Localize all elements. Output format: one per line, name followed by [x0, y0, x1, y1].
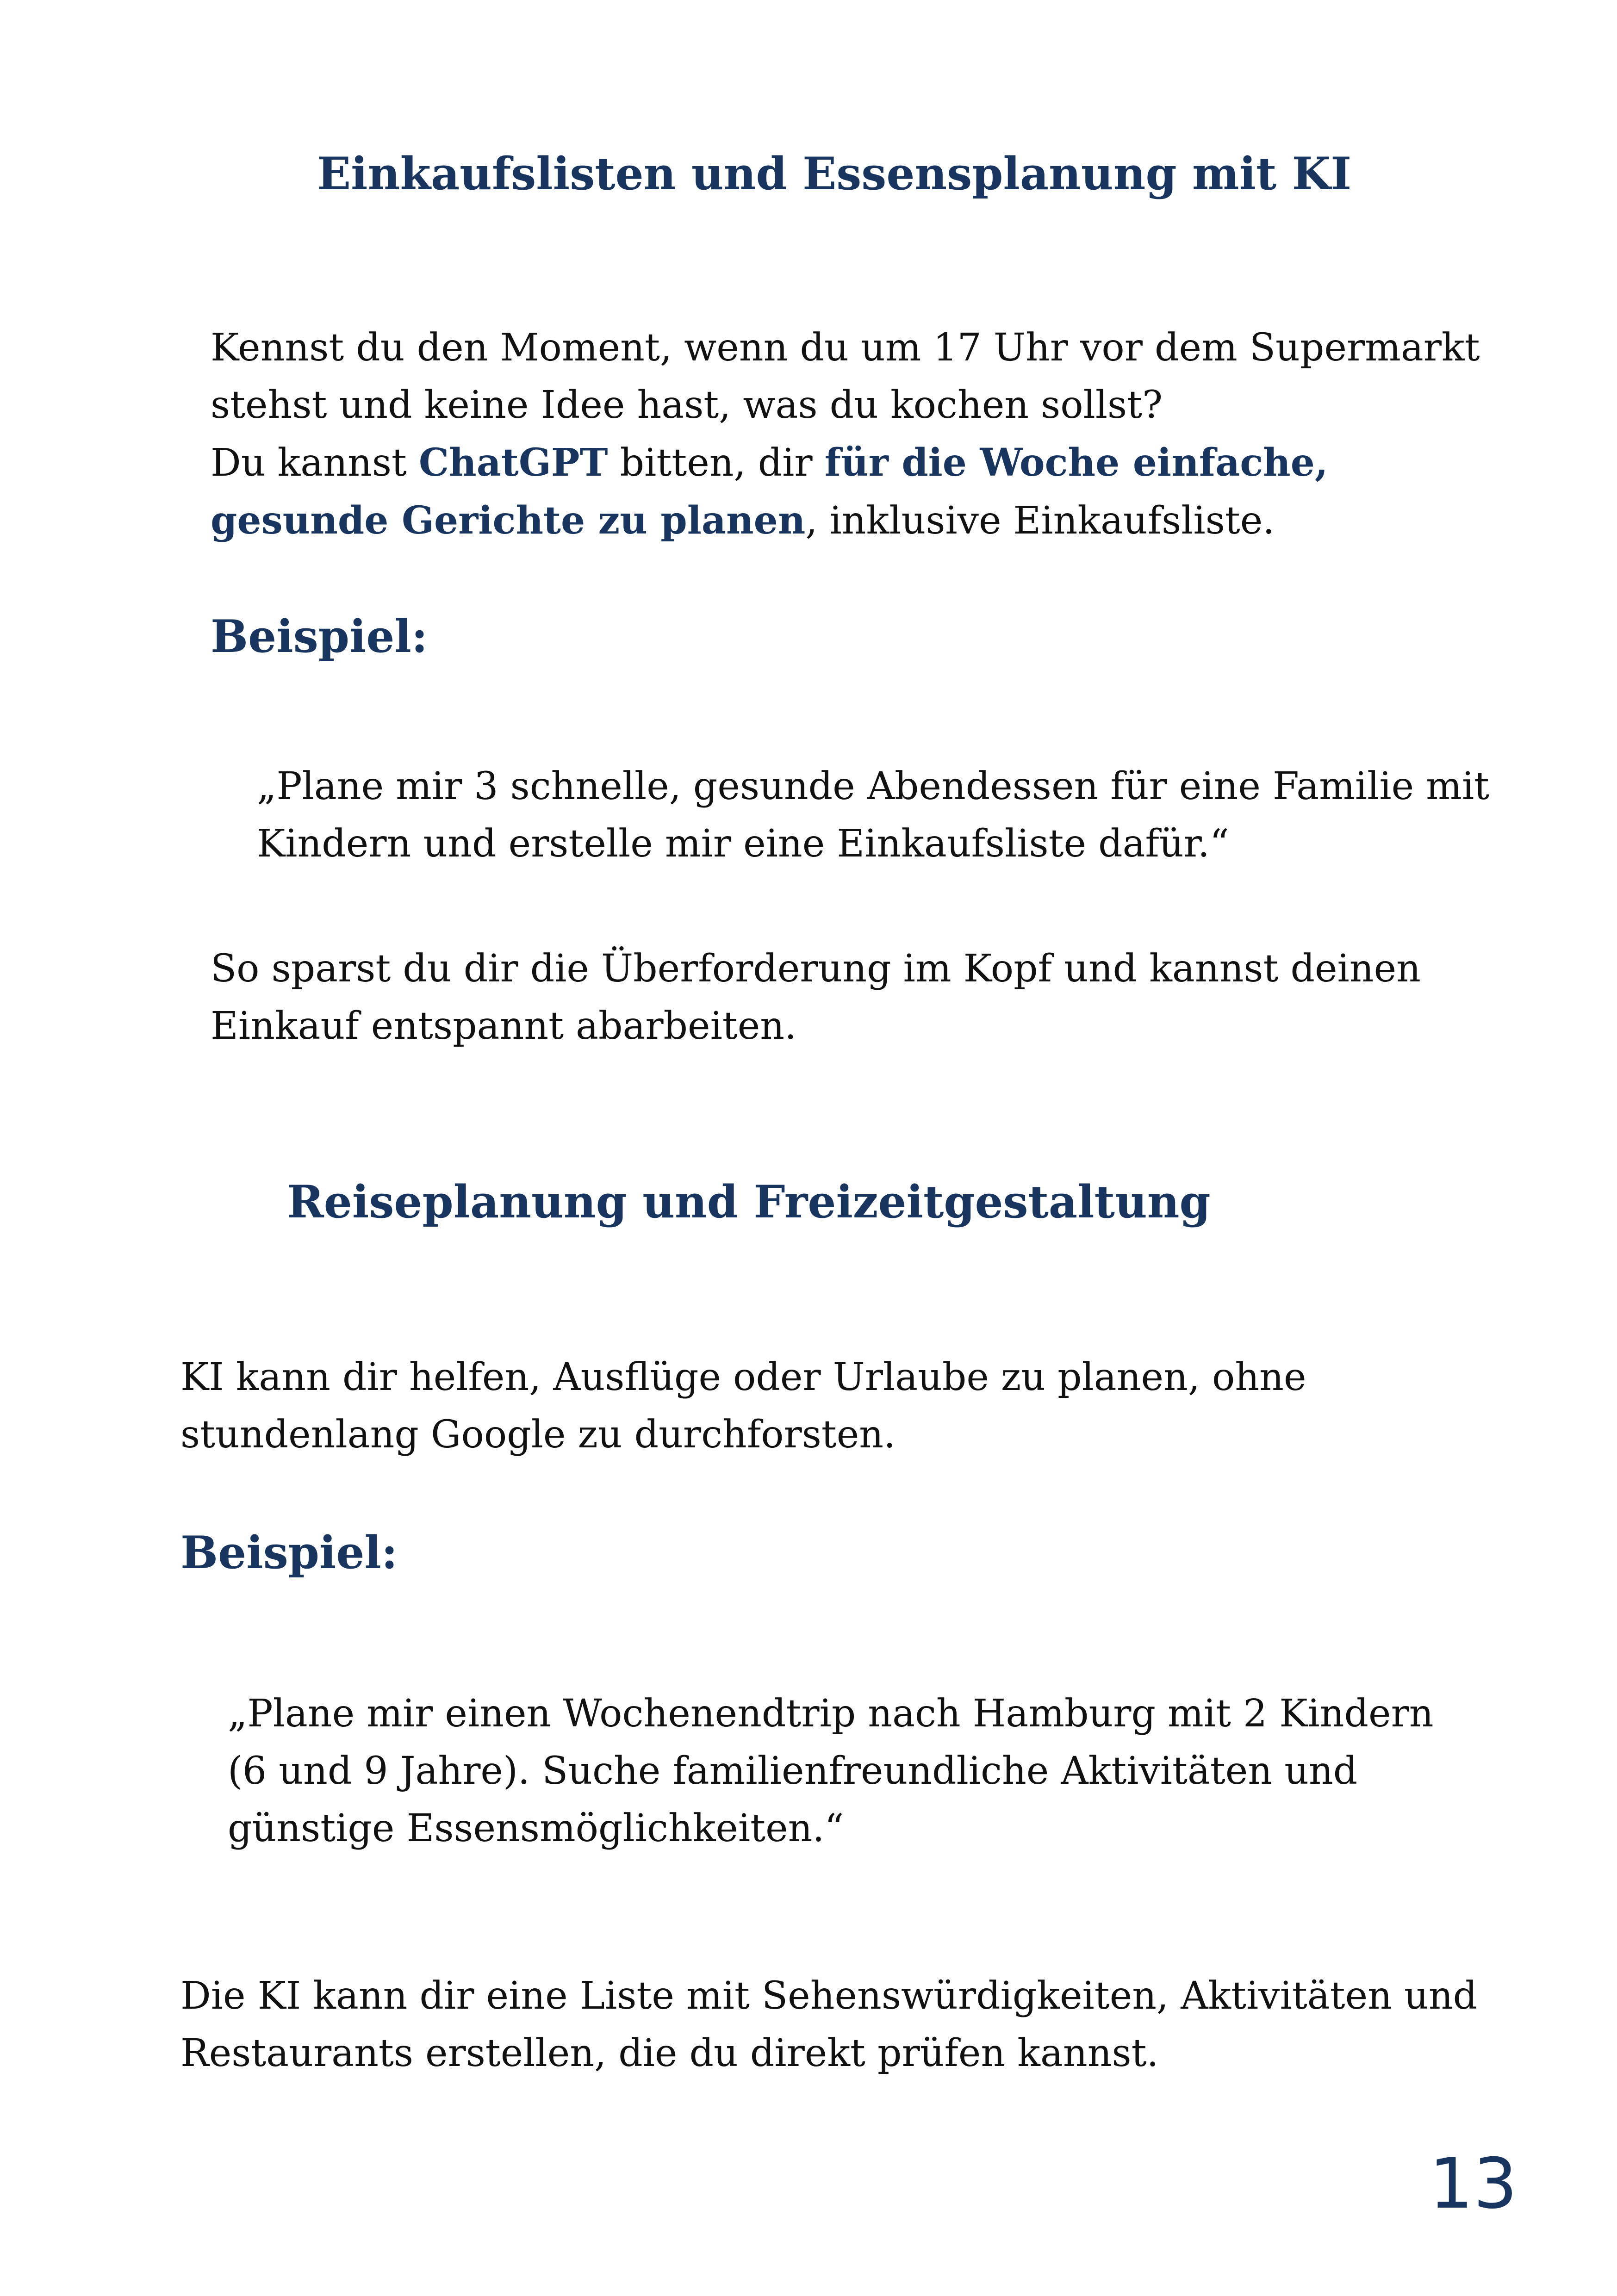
text-line: KI kann dir helfen, Ausflüge oder Urlaube zu planen, ohne [180, 1355, 1306, 1399]
chatgpt-highlight: ChatGPT [418, 441, 608, 485]
text-fragment: , inklusive Einkaufsliste. [805, 499, 1275, 543]
text-line: Einkauf entspannt abarbeiten. [211, 1004, 797, 1048]
emphasis-text: gesunde Gerichte zu planen [211, 498, 806, 543]
example-quote [228, 1685, 1434, 1857]
text-line: Kennst du den Moment, wenn du um 17 Uhr vor dem Supermarkt [211, 326, 1480, 370]
text-line [211, 492, 1480, 550]
example-quote [257, 758, 1489, 873]
outro-paragraph [211, 940, 1421, 1055]
text-fragment: Du kannst [211, 441, 419, 485]
text-line: stundenlang Google zu durchforsten. [180, 1413, 896, 1457]
page-number: 13 [1429, 2144, 1517, 2224]
intro-paragraph [211, 319, 1480, 550]
section-title-reiseplanung: Reiseplanung und Freizeitgestaltung [287, 1176, 1211, 1228]
text-line: stehst und keine Idee hast, was du kochen sollst? [211, 383, 1163, 427]
emphasis-text: für die Woche einfache, [824, 441, 1328, 485]
intro-paragraph [180, 1349, 1306, 1464]
text-line [211, 434, 1480, 492]
text-line: günstige Essensmöglichkeiten.“ [228, 1806, 844, 1850]
text-line: Die KI kann dir eine Liste mit Sehenswürdigkeiten, Aktivitäten und [180, 1974, 1478, 2018]
section-title-einkaufslisten: Einkaufslisten und Essensplanung mit KI [317, 148, 1352, 200]
example-label: Beispiel: [180, 1527, 398, 1579]
example-label: Beispiel: [211, 610, 428, 663]
text-line: Restaurants erstellen, die du direkt prüfen kannst. [180, 2031, 1159, 2075]
text-fragment: bitten, dir [608, 441, 825, 485]
text-line: „Plane mir einen Wochenendtrip nach Hamburg mit 2 Kindern [228, 1692, 1434, 1736]
text-line: Kindern und erstelle mir eine Einkaufsliste dafür.“ [257, 822, 1229, 866]
text-line: (6 und 9 Jahre). Suche familienfreundliche Aktivitäten und [228, 1749, 1358, 1793]
outro-paragraph [180, 1967, 1477, 2082]
text-line: „Plane mir 3 schnelle, gesunde Abendessen für eine Familie mit [257, 764, 1490, 808]
text-line: So sparst du dir die Überforderung im Kopf und kannst deinen [211, 947, 1421, 991]
